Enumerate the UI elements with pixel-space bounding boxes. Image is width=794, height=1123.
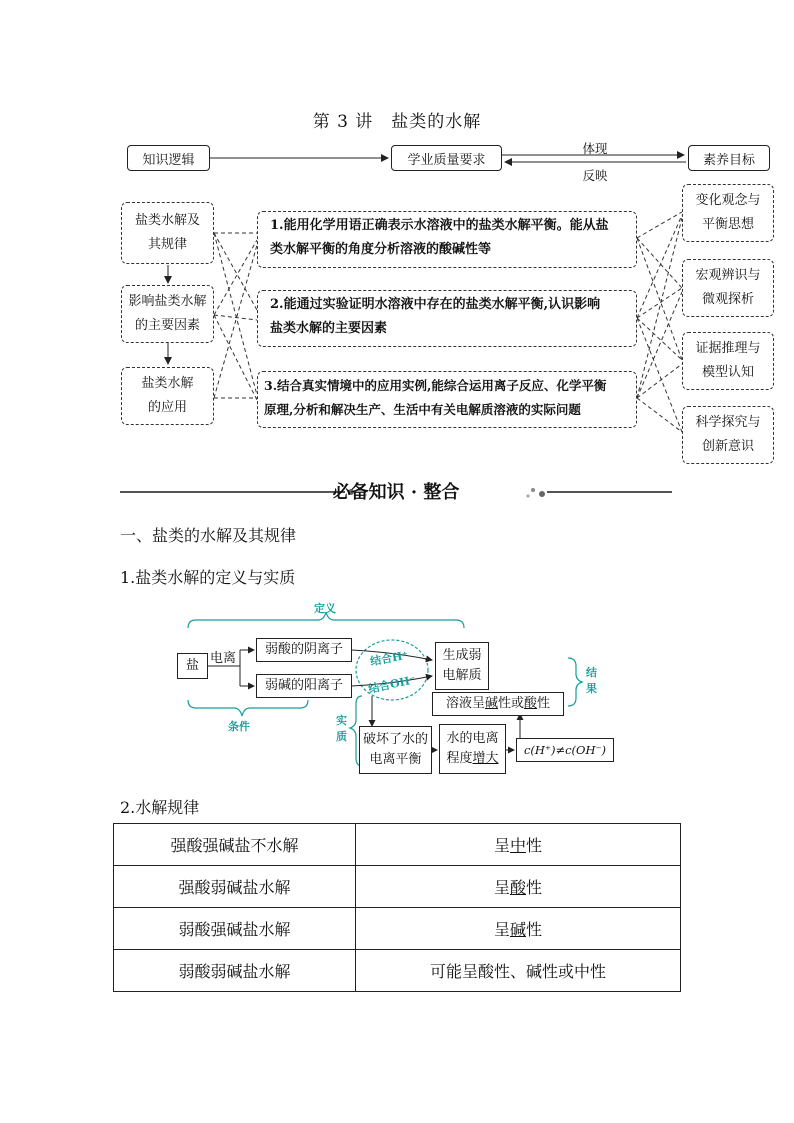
salt-type-cell: 弱酸强碱盐水解 <box>114 908 356 950</box>
condition-label: 条件 <box>228 720 250 733</box>
property-cell: 呈中性 <box>356 824 681 866</box>
heading-2: 1.盐类水解的定义与实质 <box>120 568 296 587</box>
salt-box: 盐 <box>177 653 208 679</box>
literacy-item: 变化观念与 平衡思想 <box>682 184 774 242</box>
knowledge-item: 影响盐类水解 的主要因素 <box>121 285 214 343</box>
knowledge-logic-box: 知识逻辑 <box>127 145 210 171</box>
heading-1: 一、盐类的水解及其规律 <box>120 526 297 545</box>
page-title: 第 3 讲 盐类的水解 <box>312 112 482 132</box>
literacy-goal-box: 素养目标 <box>688 145 770 171</box>
ionize-label: 电离 <box>210 651 237 666</box>
table-row <box>114 908 681 950</box>
literacy-item: 证据推理与 模型认知 <box>682 332 774 390</box>
table-row <box>114 866 681 908</box>
section-title: 必备知识 · 整合 <box>332 482 460 503</box>
salt-type-cell: 强酸强碱盐不水解 <box>114 824 356 866</box>
break-balance-box: 破坏了水的 电离平衡 <box>359 726 432 774</box>
weak-acid-anion-box: 弱酸的阴离子 <box>256 638 352 662</box>
table-row <box>114 950 681 992</box>
arrow-label-reflect: 反映 <box>582 168 608 183</box>
result-label-2: 果 <box>586 682 597 695</box>
hydrolysis-rules-table <box>113 823 681 992</box>
essence-label-1: 实 <box>336 714 347 727</box>
arrow-label-embody: 体现 <box>582 141 608 156</box>
knowledge-item: 盐类水解 的应用 <box>121 367 214 425</box>
salt-type-cell: 弱酸弱碱盐水解 <box>114 950 356 992</box>
solution-nature-box: 溶液呈 碱 性或 酸 性 <box>432 692 564 716</box>
knowledge-item: 盐类水解及 其规律 <box>121 202 214 264</box>
heading-3: 2.水解规律 <box>120 798 200 817</box>
requirement-item: 2.能通过实验证明水溶液中存在的盐类水解平衡,认识影响 盐类水解的主要因素 <box>257 290 637 347</box>
combine-oh-label: 结合OH⁻ <box>367 673 417 696</box>
literacy-item: 科学探究与 创新意识 <box>682 406 774 464</box>
table-row <box>114 824 681 866</box>
ionization-degree-box: 水的电离 程度增大 <box>439 724 506 774</box>
weak-base-cation-box: 弱碱的阳离子 <box>256 674 352 698</box>
definition-label: 定义 <box>314 602 336 615</box>
combine-h-label: 结合H⁺ <box>369 648 410 669</box>
requirement-item: 3.结合真实情境中的应用实例,能综合运用离子反应、化学平衡 原理,分析和解决生产、生活中有关电解质溶液的实际问题 <box>257 371 637 428</box>
salt-type-cell: 强酸弱碱盐水解 <box>114 866 356 908</box>
concentration-inequality-box: c(H⁺)≠c(OH⁻) <box>516 738 614 762</box>
section-divider <box>120 478 672 506</box>
property-cell: 可能呈酸性、碱性或中性 <box>356 950 681 992</box>
property-cell: 呈酸性 <box>356 866 681 908</box>
weak-electrolyte-box: 生成弱 电解质 <box>435 642 489 690</box>
literacy-item: 宏观辨识与 微观探析 <box>682 259 774 317</box>
essence-label-2: 质 <box>336 730 347 743</box>
result-label-1: 结 <box>586 666 597 679</box>
quality-requirement-box: 学业质量要求 <box>391 145 502 171</box>
property-cell: 呈碱性 <box>356 908 681 950</box>
requirement-item: 1.能用化学用语正确表示水溶液中的盐类水解平衡。能从盐 类水解平衡的角度分析溶液的酸碱性等 <box>257 211 637 268</box>
